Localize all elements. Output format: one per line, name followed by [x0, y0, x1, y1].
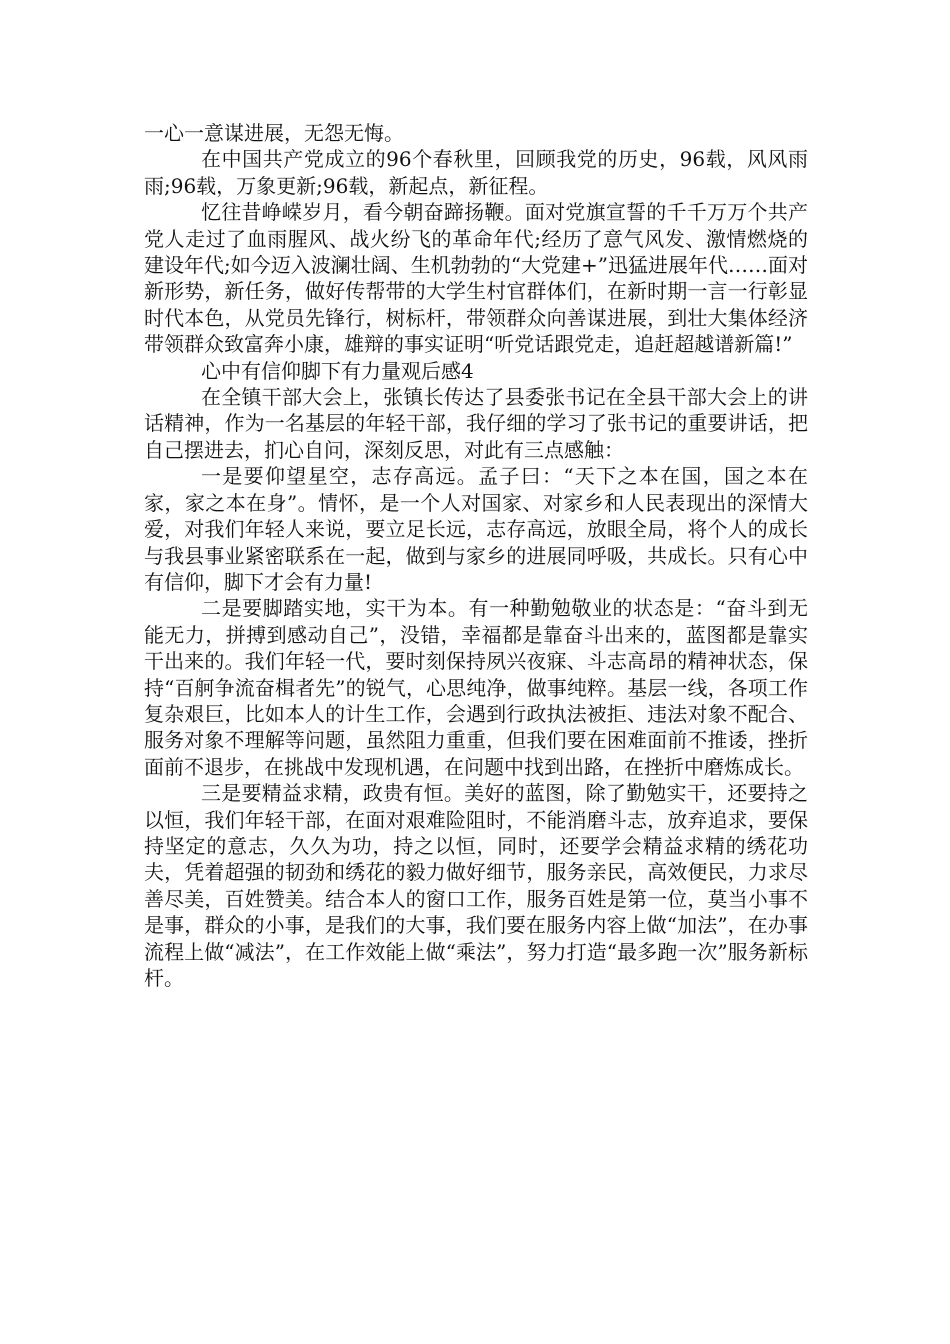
document-page [144, 120, 808, 991]
paragraph: 二是要脚踏实地，实干为本。有一种勤勉敬业的状态是：“奋斗到无能无力，拼搏到感动自己”，没错，幸福都是靠奋斗出来的，蓝图都是靠实干出来的。我们年轻一代，要时刻保持夙兴夜寐、斗志高昂的精神状态，保持“百舸争流奋楫者先”的锐气，心思纯净，做事纯粹。基层一线，各项工作复杂艰巨，比如本人的计生工作，会遇到行政执法被拒、违法对象不配合、服务对象不理解等问题，虽然阻力重重，但我们要在困难面前不推诿，挫折面前不退步，在挑战中发现机遇，在问题中找到出路，在挫折中磨炼成长。 [144, 596, 808, 779]
section-title: 心中有信仰脚下有力量观后感4 [201, 358, 474, 383]
paragraph: 三是要精益求精，政贵有恒。美好的蓝图，除了勤勉实干，还要持之以恒，我们年轻干部，在面对艰难险阻时，不能消磨斗志，放弃追求，要保持坚定的意志，久久为功，持之以恒，同时，还要学会精益求精的绣花功夫，凭着超强的韧劲和绣花的毅力做好细节，服务亲民，高效便民，力求尽善尽美，百姓赞美。结合本人的窗口工作，服务百姓是第一位，莫当小事不是事，群众的小事，是我们的大事，我们要在服务内容上做“加法”，在办事流程上做“减法”，在工作效能上做“乘法”，努力打造“最多跑一次”服务新标杆。 [144, 781, 808, 990]
paragraph: 忆往昔峥嵘岁月，看今朝奋蹄扬鞭。面对党旗宣誓的千千万万个共产党人走过了血雨腥风、战火纷飞的革命年代;经历了意气风发、激情燃烧的建设年代;如今迈入波澜壮阔、生机勃勃的“大党建+”迅猛进展年代……面对新形势，新任务，做好传帮带的大学生村官群体们，在新时期一言一行彰显时代本色，从党员先锋行，树标杆，带领群众向善谋进展，到壮大集体经济带领群众致富奔小康，雄辩的事实证明“听党话跟党走，追赶超越谱新篇!” [144, 200, 808, 357]
paragraph: 一是要仰望星空，志存高远。孟子曰：“天下之本在国，国之本在家，家之本在身”。情怀，是一个人对国家、对家乡和人民表现出的深情大爱，对我们年轻人来说，要立足长远，志存高远，放眼全局，将个人的成长与我县事业紧密联系在一起，做到与家乡的进展同呼吸，共成长。只有心中有信仰，脚下才会有力量! [144, 464, 808, 594]
paragraph: 在中国共产党成立的96个春秋里，回顾我党的历史，96载，风风雨雨;96载，万象更新;96载，新起点，新征程。 [144, 147, 808, 198]
paragraph-continuation: 一心一意谋进展，无怨无悔。 [144, 121, 404, 145]
paragraph: 在全镇干部大会上，张镇长传达了县委张书记在全县干部大会上的讲话精神，作为一名基层的年轻干部，我仔细的学习了张书记的重要讲话，把自己摆进去，扪心自问，深刻反思，对此有三点感触： [144, 385, 808, 462]
